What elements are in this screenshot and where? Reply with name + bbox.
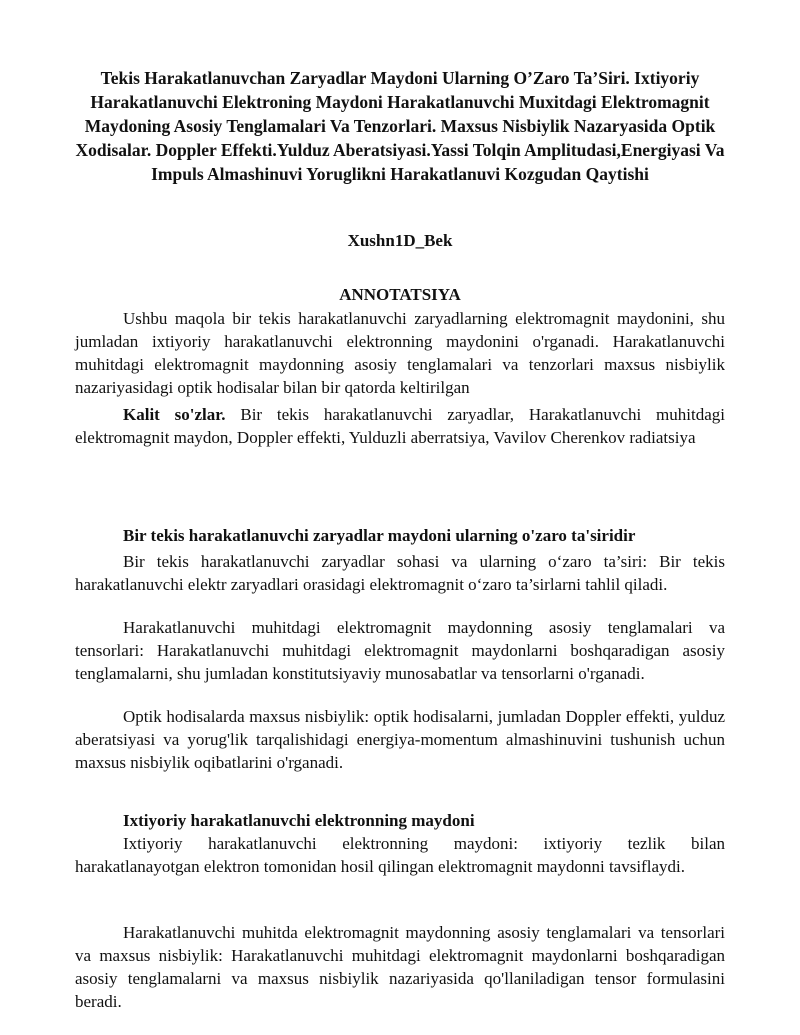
annotation-text: Ushbu maqola bir tekis harakatlanuvchi zaryadlarning elektromagnit maydonini, shu jumladan ixtiyoriy harakatlanuvchi elektronning maydonini o'rganadi. Harakatlanuvchi muhitdagi elektromagnit maydonning asosiy tenglamalari va tenzorlari maxsus nisbiylik nazariyasidagi optik hodisalar bilan bir qatorda keltirilgan <box>75 309 725 397</box>
author-name: Xushn1D_Bek <box>347 231 453 250</box>
section-heading-2: Ixtiyoriy harakatlanuvchi elektronning maydoni <box>123 811 475 830</box>
keywords-label: Kalit so'zlar. <box>123 405 226 424</box>
section1-paragraph-2: Harakatlanuvchi muhitdagi elektromagnit maydonning asosiy tenglamalari va tensorlari: Harakatlanuvchi muhitdagi elektromagnit maydonlarni boshqaradigan asosiy tenglamalarni, shu jumladan konstitutsiyaviy munosabatlar va tensorlarni o'rganadi. <box>75 618 725 683</box>
document-title: Tekis Harakatlanuvchan Zaryadlar Maydoni Ularning O’Zaro Ta’Siri. Ixtiyoriy Harakatlanuvchi Elektroning Maydoni Harakatlanuvchi Muxitdagi Elektromagnit Maydoning Asosiy Tenglamalari Va Tenzorlari. Maxsus Nisbiylik Nazaryasida Optik Xodisalar. Doppler Effekti.Yulduz Aberatsiyasi.Yassi Tolqin Amplitudasi,Energiyasi Va Impuls Almashinuvi Yoruglikni Harakatlanuvi Kozgudan Qaytishi <box>75 68 725 184</box>
section-heading-1: Bir tekis harakatlanuvchi zaryadlar maydoni ularning o'zaro ta'siridir <box>123 526 636 545</box>
section1-paragraph-3: Optik hodisalarda maxsus nisbiylik: optik hodisalarni, jumladan Doppler effekti, yulduz aberatsiyasi va yorug'lik tarqalishidagi energiya-momentum almashinuvini tushunish uchun maxsus nisbiylik oqibatlarini o'rganadi. <box>75 707 725 772</box>
keywords-paragraph <box>75 403 725 449</box>
keywords-text: Bir tekis harakatlanuvchi zaryadlar, Harakatlanuvchi muhitdagi elektromagnit maydon, Doppler effekti, Yulduzli aberratsiya, Vavilov Cherenkov radiatsiya <box>75 405 725 447</box>
section2-paragraph-1: Ixtiyoriy harakatlanuvchi elektronning maydoni: ixtiyoriy tezlik bilan harakatlanayotgan elektron tomonidan hosil qilingan elektromagnit maydonni tavsiflaydi. <box>75 834 725 876</box>
annotation-heading: ANNOTATSIYA <box>339 285 461 304</box>
section2-paragraph-2: Harakatlanuvchi muhitda elektromagnit maydonning asosiy tenglamalari va tensorlari va maxsus nisbiylik: Harakatlanuvchi muhitdagi elektromagnit maydonlarni boshqaradigan asosiy tenglamalarni va maxsus nisbiylik nazariyasida qo'llaniladigan tensor formulasini beradi. <box>75 923 725 1011</box>
section1-paragraph-1: Bir tekis harakatlanuvchi zaryadlar sohasi va ularning o‘zaro ta’siri: Bir tekis harakatlanuvchi elektr zaryadlari orasidagi elektromagnit o‘zaro ta’sirlarni tahlil qiladi. <box>75 552 725 594</box>
